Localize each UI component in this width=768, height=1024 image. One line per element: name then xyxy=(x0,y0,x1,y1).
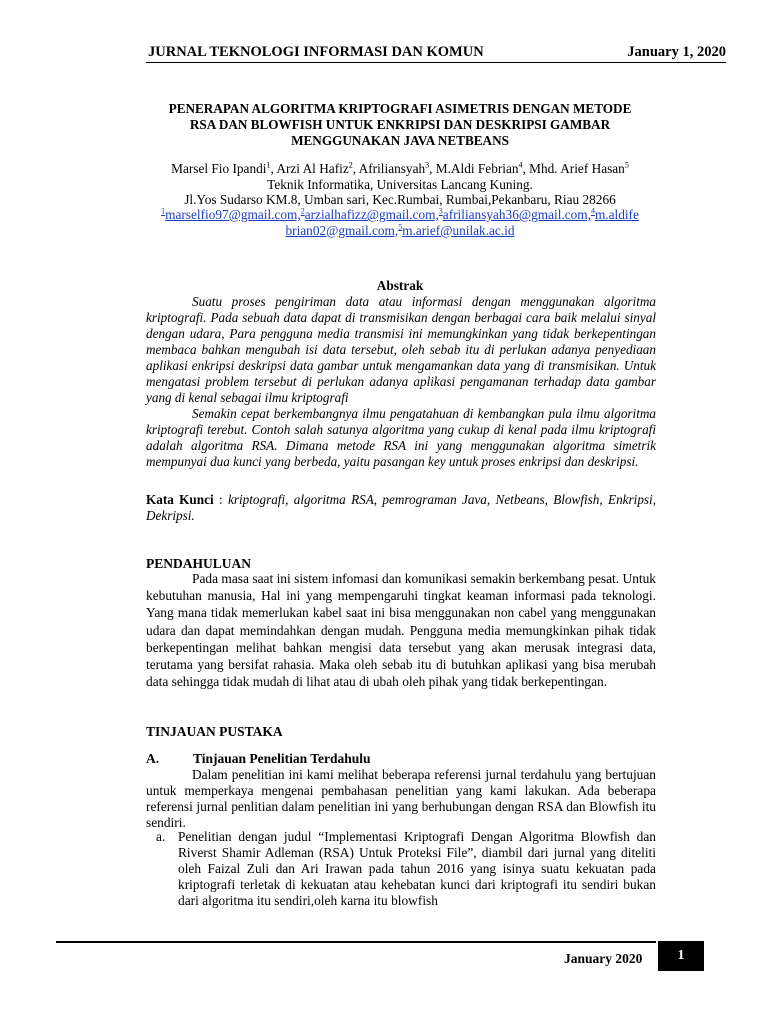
author-affil-mark: 1 xyxy=(266,160,271,170)
footer-divider xyxy=(56,941,656,943)
affiliation: Teknik Informatika, Universitas Lancang Kuning. xyxy=(267,176,533,192)
email-mark: 4 xyxy=(590,206,595,216)
abstract-heading: Abstrak xyxy=(376,278,424,293)
email-mark: 1 xyxy=(161,206,166,216)
paper-title xyxy=(120,101,680,149)
author-affil-mark: 5 xyxy=(624,160,629,170)
header-date: January 1, 2020 xyxy=(627,44,726,60)
tinjauan-body xyxy=(146,767,656,831)
body-paragraph: Pada masa saat ini sistem infomasi dan komunikasi semakin berkembang pesat. Untuk kebutuhan manusia, Hal ini yang mempengaruhi tingkat keaman informasi pada teknologi. Yang mana tidak memerlukan kabel saat ini bisa menggunakan non cabel yang menggunakan udara dan dapat memindahkan dengan mudah. Pengguna media memungkinkan pihak tidak berkepentingan melihat bahkan mengisi data tersebut yang akan merusak integrasi data, terutama yang bersifat rahasia. Maka oleh sebab itu di butuhkan aplikasi yang bisa merubah data sehingga tidak mudah di lihat atau di ubah oleh pihak yang tidak berkepentingan. xyxy=(146,571,656,690)
author-name: Mhd. Arief Hasan xyxy=(529,161,625,176)
list-marker: a. xyxy=(156,829,166,844)
author-name: Afriliansyah xyxy=(358,161,426,176)
email-mark: 3 xyxy=(438,206,443,216)
email-link[interactable]: m.aldife xyxy=(594,207,639,222)
author-name: M.Aldi Febrian xyxy=(435,161,519,176)
pendahuluan-body xyxy=(146,570,656,690)
list-item xyxy=(146,829,656,909)
keywords-label: Kata Kunci xyxy=(146,492,214,507)
abstract-paragraph: Semakin cepat berkembangnya ilmu pengatahuan di kembangkan pula ilmu algoritma kriptografi terebut. Contoh salah satunya algoritma yang cukup di kenal pada ilmu kriptografi adalah algoritma RSA. Dimana metode RSA ini yang menggunakan algoritma simetrik mempunyai dua kunci yang berbeda, yaitu pasangan key untuk proses enkripsi dan deskripsi. xyxy=(146,406,656,469)
email-link[interactable]: afriliansyah36@gmail.com, xyxy=(442,207,591,222)
abstract-paragraph: Suatu proses pengiriman data atau informasi dengan menggunakan algoritma kriptografi. Pada sebuah data dapat di transmisikan dengan berbagai cara baik melalui sinyal dengan udara, Para pengguna media transmisi ini memungkinkan yang tidak berkepentingan membaca bahkan mengubah isi data tersebut, oleh sebab itu di perlukan adanya penyediaan aplikasi enkripsi deskripsi data gambar untuk mengamankan data yang di transmisikan. Untuk mengatasi problem tersebut di perlukan adanya aplikasi pengamanan terhadap data gambar yang di kenal sebagai ilmu kriptografi xyxy=(146,294,656,405)
email-link[interactable]: arzialhafizz@gmail.com, xyxy=(304,207,439,222)
title-line-2: RSA DAN BLOWFISH UNTUK ENKRIPSI DAN DESKRIPSI GAMBAR xyxy=(189,117,611,132)
body-paragraph: Dalam penelitian ini kami melihat beberapa referensi jurnal terdahulu yang bertujuan untuk memperkaya mengenai pembahasan penelitian yang kami lakukan. Ada beberapa referensi jurnal penlitian dalam penelitian ini yang berhubungan dengan RSA dan Blowfish itu sendiri. xyxy=(146,767,656,830)
subsection-title: Tinjauan Penelitian Terdahulu xyxy=(193,751,371,766)
email-block xyxy=(120,207,680,238)
author-affil-mark: 2 xyxy=(348,160,353,170)
abstract-body xyxy=(146,294,656,470)
section-heading-tinjauan: TINJAUAN PUSTAKA xyxy=(146,724,283,739)
header-divider xyxy=(146,62,726,63)
keywords-separator: : xyxy=(213,492,228,507)
author-block xyxy=(120,161,680,208)
footer-date: January 2020 xyxy=(564,951,643,966)
page-number: 1 xyxy=(658,941,704,971)
email-link[interactable]: marselfio97@gmail.com, xyxy=(165,207,301,222)
email-mark: 5 xyxy=(398,222,403,232)
address: Jl.Yos Sudarso KM.8, Umban sari, Kec.Rumbai, Rumbai,Pekanbaru, Riau 28266 xyxy=(184,192,616,207)
author-name: Arzi Al Hafiz xyxy=(276,161,349,176)
keywords-list: kriptografi, algoritma RSA, pemrograman Java, Netbeans, Blowfish, Enkripsi, Dekripsi. xyxy=(146,492,657,523)
author-name: Marsel Fio Ipandi xyxy=(171,161,267,176)
email-link[interactable]: m.arief@unilak.ac.id xyxy=(402,222,515,238)
author-affil-mark: 4 xyxy=(518,160,523,170)
journal-name: JURNAL TEKNOLOGI INFORMASI DAN KOMUN xyxy=(148,44,484,60)
title-line-1: PENERAPAN ALGORITMA KRIPTOGRAFI ASIMETRIS DENGAN METODE xyxy=(168,101,632,116)
reference-list xyxy=(146,829,656,909)
email-link[interactable]: brian02@gmail.com, xyxy=(285,222,399,238)
section-heading-pendahuluan: PENDAHULUAN xyxy=(146,556,252,571)
title-line-3: MENGGUNAKAN JAVA NETBEANS xyxy=(291,133,509,148)
author-affil-mark: 3 xyxy=(425,160,430,170)
author-list: Marsel Fio Ipandi$^1$, Arzi Al Hafiz$^2$, Afriliansyah$^3$, M.Aldi Febrian$^4$, Mhd. Arief Hasan$^5$ xyxy=(171,160,629,176)
subsection-letter: A. xyxy=(146,751,160,766)
email-mark: 2 xyxy=(300,206,305,216)
list-item-text: Penelitian dengan judul “Implementasi Kriptografi Dengan Algoritma Blowfish dan Riverst Shamir Adleman (RSA) Untuk Proteksi File”, diambil dari jurnal yang diteliti oleh Faizal Zuli dan Ari Irawan pada tahun 2016 yang isinya suatu kekuatan pada kriptografi terletak di kekuatan atau kehebatan kunci dari kriptografi itu sendiri bukan dari algoritma itu sendiri,oleh karna itu blowfish xyxy=(178,829,656,908)
keywords xyxy=(146,492,656,524)
